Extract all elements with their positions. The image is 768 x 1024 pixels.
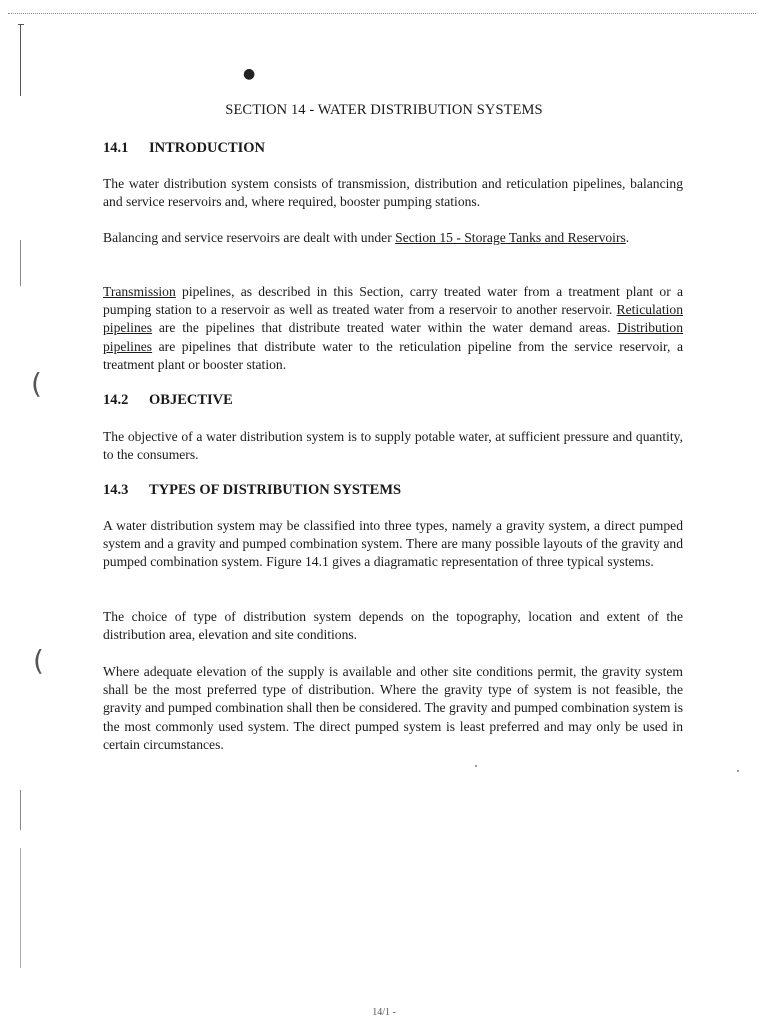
text-run: pipelines, as described in this Section, carry treated water from a treatment plant or a pumping station to a reservoir as well as treated water from a reservoir to another reservoir.	[103, 284, 683, 318]
scan-left-edge-line	[20, 240, 21, 286]
scan-top-edge	[8, 13, 756, 14]
section-title: OBJECTIVE	[149, 392, 233, 408]
text-run: are the pipelines that distribute treated water within the water demand areas.	[152, 320, 618, 336]
section-number: 14.1	[103, 140, 129, 156]
term-distribution: Distribution pipelines	[103, 320, 683, 354]
punch-hole-mark: (	[31, 367, 42, 400]
paragraph: A water distribution system may be classified into three types, namely a gravity system, a direct pumped system and a gravity and pumped combination system. There are many possible layouts of the gravity and pumped combination system. Figure 14.1 gives a diagramatic representation of three typical systems.	[103, 518, 683, 570]
text-run: are pipelines that distribute water to the reticulation pipeline from the service reservoir, a treatment plant or booster station.	[103, 338, 683, 372]
section-number: 14.3	[103, 482, 129, 498]
paragraph: Where adequate elevation of the supply is available and other site conditions permit, the gravity system shall be the most preferred type of distribution. Where the gravity type of system is not feasible, the gravity and pumped combination shall then be considered. The gravity and pumped combination system is the most commonly used system. The direct pumped system is least preferred and may only be used in certain circumstances.	[103, 664, 683, 752]
section-title: TYPES OF DISTRIBUTION SYSTEMS	[149, 482, 402, 498]
scan-edge-tick	[18, 24, 24, 25]
paragraph: The choice of type of distribution system depends on the topography, location and extent of the distribution area, elevation and site conditions.	[103, 609, 683, 643]
scan-speck	[737, 770, 739, 772]
section-number: 14.2	[103, 392, 129, 408]
page-number: 14/1 -	[372, 1007, 396, 1018]
term-transmission: Transmission	[103, 284, 176, 299]
paragraph: The water distribution system consists of transmission, distribution and reticulation pipelines, balancing and service reservoirs and, where required, booster pumping stations.	[103, 176, 683, 210]
paragraph: The objective of a water distribution system is to supply potable water, at sufficient pressure and quantity, to the consumers.	[103, 429, 683, 463]
text-run: .	[625, 230, 630, 245]
paragraph	[103, 229, 683, 247]
punch-hole-mark: (	[33, 644, 44, 677]
term-reticulation: Reticulation pipelines	[103, 302, 683, 336]
scan-speck	[475, 765, 477, 767]
section-heading-objective	[103, 392, 233, 409]
scan-left-edge-line	[20, 790, 21, 830]
bullet-mark: ●	[243, 66, 256, 82]
text-run: Balancing and service reservoirs are dealt with under	[103, 230, 396, 245]
paragraph	[103, 283, 683, 374]
section-heading-introduction	[103, 140, 265, 157]
section-title: INTRODUCTION	[149, 140, 266, 156]
scan-left-edge-line	[20, 24, 21, 96]
scan-left-edge-line	[20, 848, 21, 968]
section-reference: Section 15 - Storage Tanks and Reservoirs	[395, 230, 626, 245]
section-heading-types	[103, 482, 401, 499]
page-title: SECTION 14 - WATER DISTRIBUTION SYSTEMS	[225, 102, 543, 118]
